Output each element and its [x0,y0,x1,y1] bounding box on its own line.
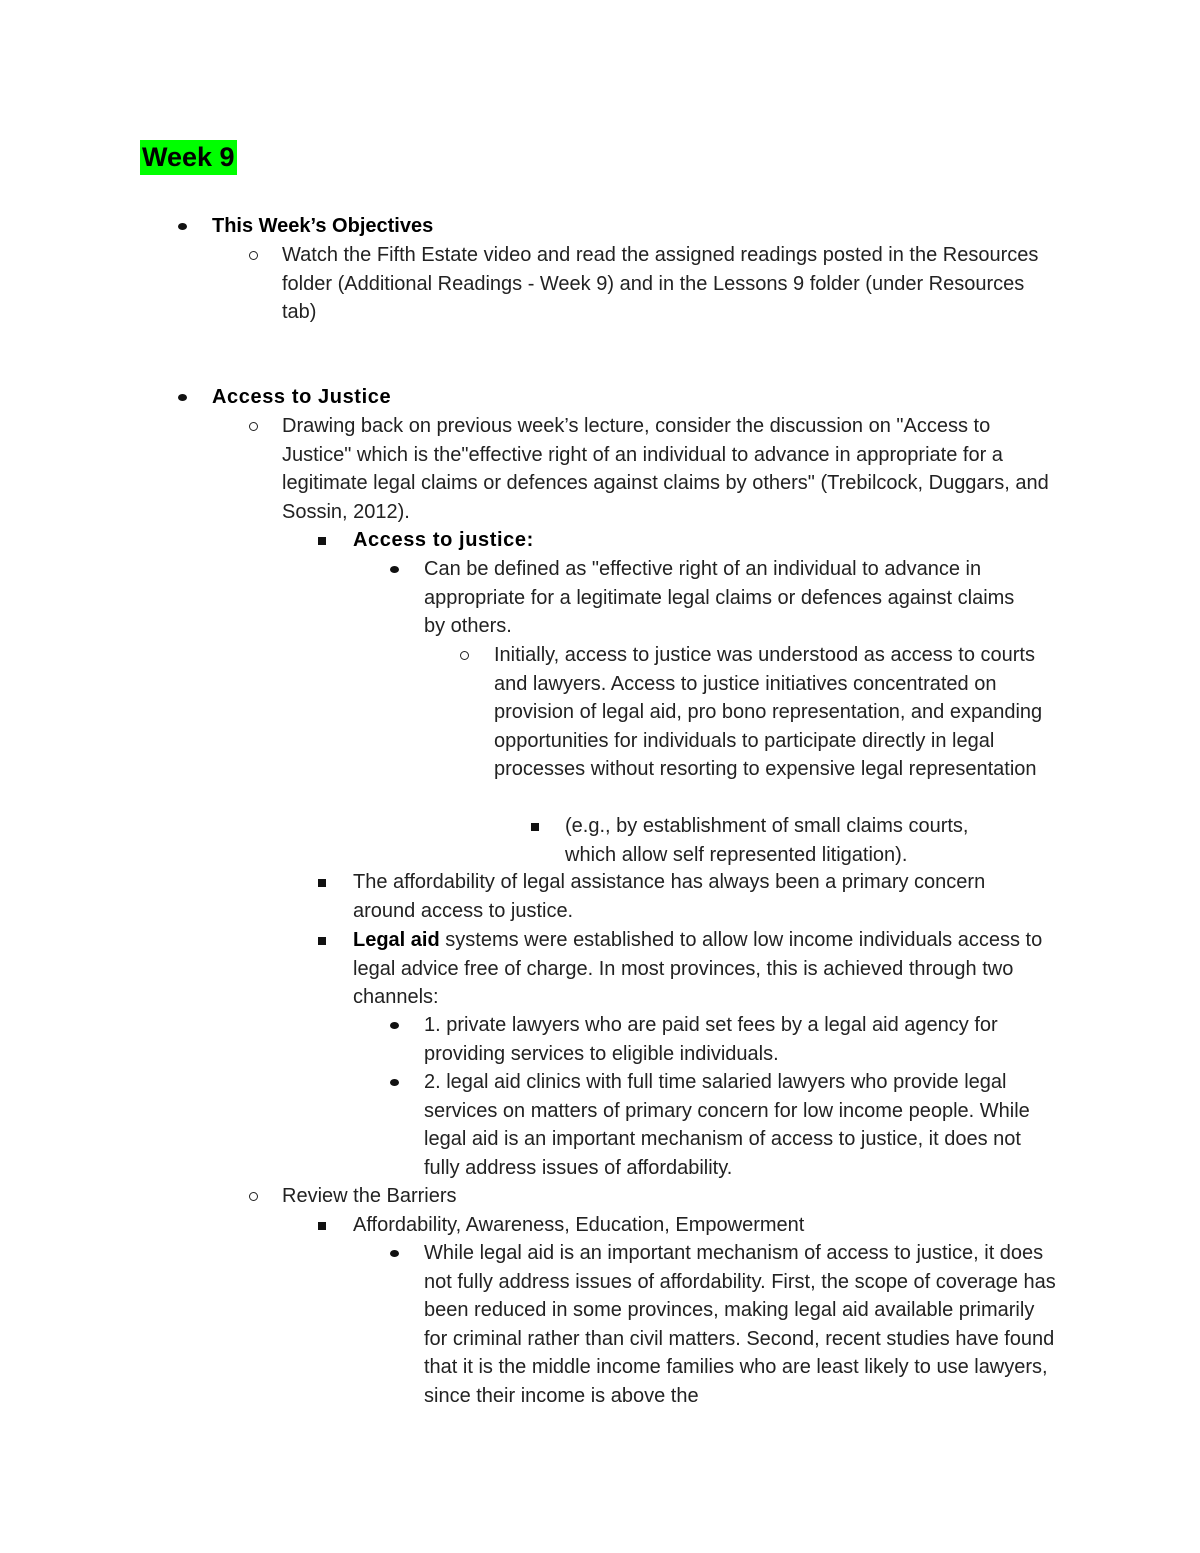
channel-1-item [390,1011,1055,1068]
disc-bullet-icon [390,1079,399,1086]
channel-2-text: 2. legal aid clinics with full time salaried lawyers who provide legal services on matters of primary concern for low income people. While legal aid is an important mechanism of access to justice, it does not fully address issues of affordability. [424,1071,1030,1179]
definition-heading-item [318,526,1078,555]
objectives-watch-item [249,241,1039,327]
legal-aid-item [318,926,1048,1012]
drawing-back-text: Drawing back on previous week’s lecture, consider the discussion on "Access to Justice" which is the"effective right of an individual to advance in appropriate for a legitimate legal claims or defences against claims by others" (Trebilcock, Duggars, and Sossin, 2012). [282,415,1049,523]
square-bullet-icon [531,823,539,831]
legal-aid-text [353,926,1048,1012]
example-item [531,812,1011,869]
disc-bullet-icon [178,394,187,401]
circle-bullet-icon [249,422,258,431]
channel-2-item [390,1068,1062,1182]
definition-text: Can be defined as "effective right of an individual to advance in appropriate for a legitimate legal claims or defences against claims by others. [424,558,1015,637]
definition-heading: Access to justice: [353,529,534,551]
barriers-item [318,1211,1078,1240]
disc-bullet-icon [390,566,399,573]
objectives-list-item [178,212,1078,241]
initially-item [460,641,1064,784]
drawing-back-item [249,412,1061,526]
channel-1-text: 1. private lawyers who are paid set fees by a legal aid agency for providing services to eligible individuals. [424,1014,998,1065]
review-item [249,1182,1079,1211]
disc-bullet-icon [390,1022,399,1029]
access-heading: Access to Justice [212,386,392,408]
affordability-text: The affordability of legal assistance has always been a primary concern around access to justice. [353,871,986,922]
legal-aid-bold: Legal aid [353,929,440,951]
circle-bullet-icon [460,651,469,660]
review-text: Review the Barriers [282,1185,457,1207]
barriers-detail-text: While legal aid is an important mechanism of access to justice, it does not fully address issues of affordability. First, the scope of coverage has been reduced in some provinces, making legal aid available primarily for criminal rather than civil matters. Second, recent studies have found that it is the middle income families who are least likely to use lawyers, since their income is above the [424,1242,1056,1407]
legal-aid-rest: systems were established to allow low income individuals access to legal advice free of charge. In most provinces, this is achieved through two channels: [353,929,1043,1008]
example-text: (e.g., by establishment of small claims courts, which allow self represented litigation). [565,815,969,866]
square-bullet-icon [318,1222,326,1230]
definition-item [390,555,1030,641]
square-bullet-icon [318,937,326,945]
square-bullet-icon [318,537,326,545]
barriers-detail-item [390,1239,1062,1410]
circle-bullet-icon [249,251,258,260]
objectives-watch-text: Watch the Fifth Estate video and read the assigned readings posted in the Resources folder (Additional Readings - Week 9) and in the Lessons 9 folder (under Resources tab) [282,244,1039,323]
disc-bullet-icon [178,223,187,230]
square-bullet-icon [318,879,326,887]
page-title: Week 9 [140,140,237,175]
access-list-item [178,383,1078,412]
affordability-item [318,868,1043,925]
objectives-heading: This Week’s Objectives [212,215,434,237]
circle-bullet-icon [249,1192,258,1201]
barriers-text: Affordability, Awareness, Education, Empowerment [353,1214,805,1236]
initially-text: Initially, access to justice was understood as access to courts and lawyers. Access to justice initiatives concentrated on provision of legal aid, pro bono representation, and expanding opportunities for individuals to participate directly in legal processes without resorting to expensive legal representation [494,644,1043,780]
disc-bullet-icon [390,1250,399,1257]
